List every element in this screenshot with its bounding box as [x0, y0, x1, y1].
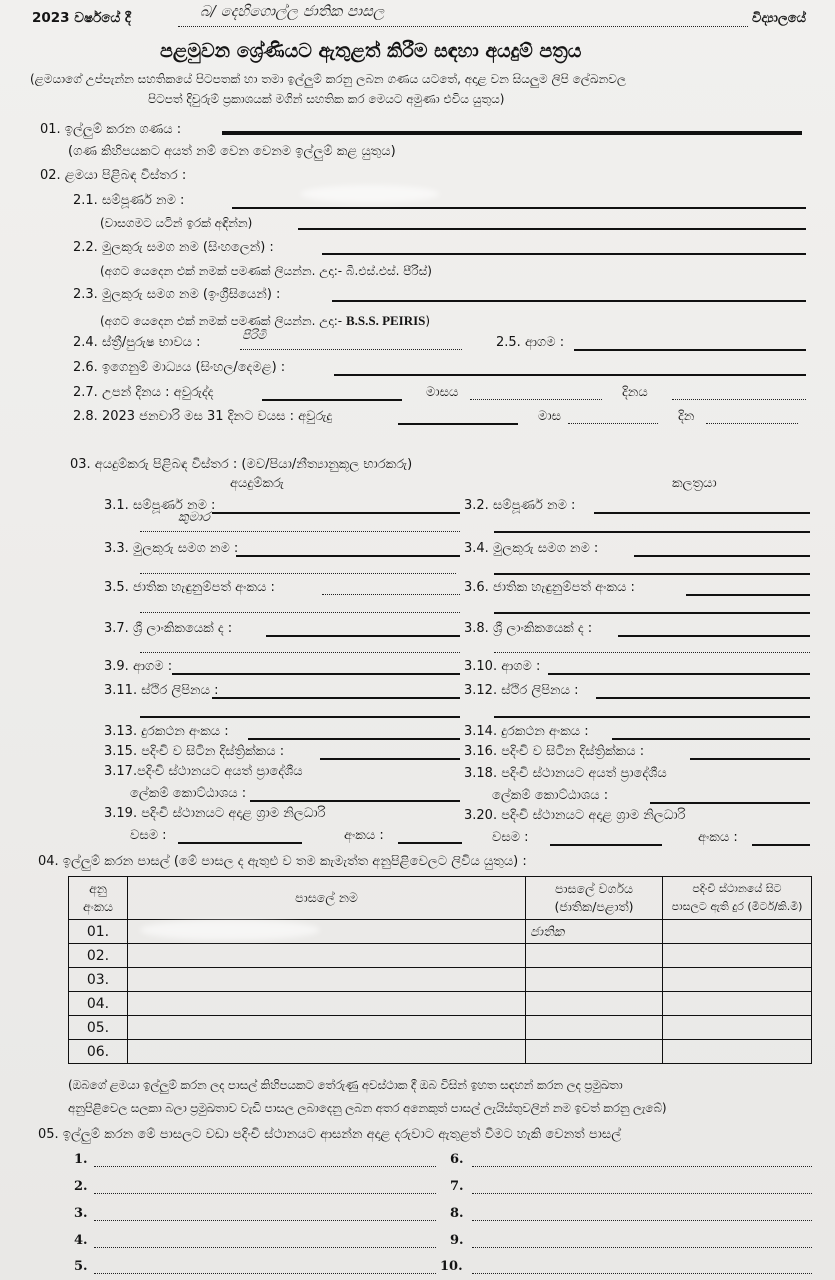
dob-month-label: මාසය — [426, 385, 459, 400]
school-name-cell[interactable] — [128, 968, 526, 992]
school-name-cell[interactable] — [128, 1040, 526, 1064]
full-name-label: 2.1. සම්පූර්ණ නම : — [73, 193, 185, 208]
alt-school-1-input[interactable] — [94, 1166, 436, 1167]
row-number: 05. — [69, 1016, 128, 1040]
school-type-cell[interactable] — [526, 1040, 663, 1064]
row-number: 03. — [69, 968, 128, 992]
alt-school-2-input[interactable] — [94, 1193, 436, 1194]
spouse-gn-division-input[interactable] — [550, 844, 662, 846]
spouse-nic-label: 3.6. ජාතික හැඳුනුම්පත් අංකය : — [464, 580, 635, 595]
alt-school-2-label: 2. — [74, 1179, 88, 1194]
school-type-cell[interactable] — [526, 920, 663, 944]
instruction-line-2: පිටපත් දිවුරුම් ප්‍රකාශයක් මගින් සහතික කර මෙයට අමුණා එවිය යුතුය) — [148, 92, 505, 106]
dob-year-input[interactable] — [262, 399, 402, 401]
table-row — [69, 968, 812, 992]
spouse-address-label: 3.12. ස්ථිර ලිපිනය : — [464, 683, 579, 698]
spouse-religion-input[interactable] — [548, 673, 810, 675]
spouse-district-input[interactable] — [690, 758, 810, 760]
spouse-srilankan-input[interactable] — [618, 635, 810, 637]
initials-en-note-text: (අගට යෙදෙන එක් නමක් පමණක් ලියන්න. උදා:- — [100, 314, 346, 328]
applicant-phone-input[interactable] — [248, 738, 460, 740]
spouse-initials-input[interactable] — [634, 555, 810, 557]
dob-day-label: දිනය — [622, 385, 648, 400]
applicant-district-input[interactable] — [320, 758, 460, 760]
alt-school-9-label: 9. — [450, 1233, 464, 1248]
applicant-initials-input[interactable] — [236, 555, 460, 557]
school-name-cell[interactable] — [128, 1016, 526, 1040]
section4-heading: 04. ඉල්ලුම් කරන පාසල් (මේ පාසල ද ඇතුළු ව තම කැමැත්ත අනුපිළිවෙලට ලිවිය යුතුය) : — [38, 854, 527, 869]
dob-month-input[interactable] — [470, 399, 602, 400]
school-name-cell[interactable] — [128, 992, 526, 1016]
applicant-initials-label: 3.3. මුලකුරු සමග නම : — [104, 541, 239, 556]
school-suffix: විද්‍යාලයේ — [752, 11, 806, 26]
applicant-gn-division-input[interactable] — [178, 842, 302, 844]
spouse-column-title: කලත්‍රයා — [672, 476, 717, 491]
school-type-cell[interactable] — [526, 968, 663, 992]
applicant-address-label: 3.11. ස්ථිර ලිපිනය : — [104, 683, 219, 698]
row-number: 01. — [69, 920, 128, 944]
redaction-smudge — [140, 920, 320, 940]
applicant-phone-label: 3.13. දුරකථන අංකය : — [104, 724, 229, 739]
applicant-srilankan-label: 3.7. ශ්‍රී ලාංකිකයෙක් ද : — [104, 621, 233, 636]
applicant-initials-input-line2[interactable] — [140, 573, 456, 574]
applicant-srilankan-input[interactable] — [266, 635, 460, 637]
section1-note: (ගණ කිහිපයකට අයත් නම් වෙන වෙනම ඉල්ලුම් කළ යුතුය) — [68, 144, 396, 159]
full-name-input[interactable] — [232, 207, 806, 209]
applicant-full-name-label: 3.1. සම්පූර්ණ නම : — [104, 498, 216, 513]
initials-en-label: 2.3. මුලකුරු සමග නම (ඉංග්‍රීසියෙන්) : — [73, 287, 281, 302]
school-type-cell[interactable] — [526, 1016, 663, 1040]
applicant-gn-number-input[interactable] — [398, 842, 462, 844]
alt-school-3-label: 3. — [74, 1206, 88, 1221]
alt-school-4-label: 4. — [74, 1233, 88, 1248]
spouse-address-input-line2[interactable] — [494, 716, 810, 718]
dob-day-input[interactable] — [672, 399, 806, 400]
gender-label: 2.4. ස්ත්‍රී/පුරුෂ භාවය : — [73, 335, 201, 350]
instruction-line-1: (ළමයාගේ උප්පැන්න සහතිකයේ පිටපතක් හා තමා ඉල්ලුම් කරනු ලබන ගණය යටතේ, අදාළ වන සියලුම ලිපි ලේඛනවල — [30, 72, 627, 86]
medium-label: 2.6. ඉගෙනුම් මාධ්‍යය (සිංහල/දෙමළ) : — [73, 360, 286, 375]
religion-label: 2.5. ආගම : — [496, 335, 565, 350]
redaction-smudge — [300, 185, 440, 203]
applicant-full-name-input[interactable] — [212, 512, 460, 514]
applicant-ds-division-label: 3.17.පදිංචි ස්ථානයට අයත් ප්‍රාදේශීය — [104, 764, 303, 779]
alt-school-10-label: 10. — [440, 1259, 463, 1274]
initials-en-input[interactable] — [332, 300, 806, 302]
col-serial-header — [69, 877, 128, 920]
table-row — [69, 944, 812, 968]
spouse-gn-label: 3.20. පදිංචි ස්ථානයට අදාළ ග්‍රාම නිලධාරි — [464, 808, 686, 823]
distance-cell[interactable] — [663, 1016, 812, 1040]
row-number: 06. — [69, 1040, 128, 1064]
applicant-religion-input[interactable] — [172, 673, 460, 675]
medium-input[interactable] — [334, 374, 806, 376]
spouse-initials-label: 3.4. මුලකුරු සමග නම : — [464, 541, 599, 556]
section5-heading: 05. ඉල්ලුම් කරන මේ පාසලට වඩා පදිංචි ස්ථානයට ආසන්න අදාළ දරුවාට ඇතුළත් වීමට හැකි වෙනත් පාසල් — [38, 1127, 622, 1142]
initials-en-example: B.S.S. PEIRIS — [345, 313, 426, 328]
applicant-district-label: 3.15. පදිංචි ව සිටින දිස්ත්‍රික්කය : — [104, 744, 285, 759]
spouse-srilankan-input-line2[interactable] — [494, 652, 810, 653]
applicant-address-input[interactable] — [212, 697, 460, 699]
alt-school-7-input[interactable] — [472, 1193, 812, 1194]
distance-cell[interactable] — [663, 992, 812, 1016]
spouse-full-name-input-line2[interactable] — [494, 531, 810, 533]
col-distance-line1: පදිංචි ස්ථානයේ සිට — [692, 882, 782, 895]
initials-si-note: (අගට යෙදෙන එක් නමක් පමණක් ලියන්න. උදා:- බී.එස්.එස්. පීරිස්) — [100, 264, 432, 278]
spouse-ds-division-label: 3.18. පදිංචි ස්ථානයට අයත් ප්‍රාදේශීය — [464, 766, 667, 781]
age-day-label: දින — [678, 409, 695, 424]
spouse-nic-input-line2[interactable] — [494, 612, 810, 614]
age-label: 2.8. 2023 ජනවාරි මස 31 දිනට වයස : අවුරුදු — [73, 409, 333, 424]
spouse-ds-division-input[interactable] — [650, 802, 810, 804]
applicant-gn-division-label: වසම : — [130, 828, 167, 843]
applicant-column-title: අයදුම්කරු — [230, 476, 284, 491]
spouse-full-name-label: 3.2. සම්පූර්ණ නම : — [464, 498, 576, 513]
section4-note-line2: අනුපිළිවෙල සලකා බලා ප්‍රමුඛතාව වැඩි පාසල ලබාදෙනු ලබන අතර අනෙකුත් පාසල් ලැයිස්තුවලින් නම ඉවත් කරනු ලැබේ) — [68, 1101, 667, 1115]
alt-school-9-input[interactable] — [472, 1247, 812, 1248]
applicant-nic-input[interactable] — [322, 594, 460, 595]
alt-school-4-input[interactable] — [94, 1247, 436, 1248]
applicant-srilankan-input-line2[interactable] — [140, 652, 460, 653]
col-serial-line2: අංකය — [82, 899, 113, 914]
schools-table-header — [69, 877, 812, 920]
school-name-handwritten: බ/ දෙහිගොල්ල ජාතික පාසල — [200, 2, 385, 20]
spouse-gn-division-label: වසම : — [492, 830, 529, 845]
applicant-nic-input-line2[interactable] — [140, 612, 460, 613]
col-type-line2: (ජාතික/පළාත්) — [554, 899, 634, 914]
full-name-input-line2[interactable] — [298, 228, 806, 230]
year-prefix: 2023 වර්ෂයේ දී — [32, 10, 131, 26]
section1-label: 01. ඉල්ලුම් කරන ගණය : — [40, 122, 182, 137]
applicant-ds-division-input[interactable] — [250, 800, 460, 802]
initials-si-label: 2.2. මුලකුරු සමග නම (සිංහලෙන්) : — [73, 240, 274, 255]
spouse-district-label: 3.16. පදිංචි ව සිටින දිස්ත්‍රික්කය : — [464, 744, 645, 759]
religion-input[interactable] — [574, 349, 806, 351]
schools-table — [68, 876, 812, 1064]
col-serial-line1: අනු — [89, 881, 107, 896]
dob-label: 2.7. උපන් දිනය : අවුරුද්ද — [73, 385, 214, 400]
spouse-phone-input[interactable] — [612, 738, 810, 740]
age-days-input[interactable] — [706, 423, 798, 424]
alt-school-5-input[interactable] — [94, 1273, 436, 1274]
applicant-nic-label: 3.5. ජාතික හැඳුනුම්පත් අංකය : — [104, 580, 275, 595]
distance-cell[interactable] — [663, 1040, 812, 1064]
applicant-name-handwritten: කුමාර — [178, 510, 211, 525]
school-type-cell[interactable] — [526, 992, 663, 1016]
alt-school-3-input[interactable] — [94, 1220, 436, 1221]
spouse-initials-input-line2[interactable] — [494, 573, 810, 575]
spouse-ds-division-label2: ලේකම් කොට්ඨාශය : — [492, 788, 609, 803]
distance-cell[interactable] — [663, 920, 812, 944]
gender-input[interactable] — [240, 349, 462, 350]
col-distance-line2: පාසලට ඇති දුර (මීටර්/කි.මී) — [671, 900, 803, 913]
form-title: පළමුවන ශ්‍රේණියට ඇතුළත් කිරීම සඳහා අයදුම් පත්‍රය — [160, 40, 582, 62]
section2-heading: 02. ළමයා පිළිබඳ විස්තර : — [40, 168, 187, 183]
section3-heading: 03. අයදුම්කරු පිළිබඳ විස්තර : (මව/පියා/නීත්‍යානුකූල භාරකරු) — [70, 457, 413, 472]
col-school-type-header — [526, 877, 663, 920]
alt-school-1-label: 1. — [74, 1152, 88, 1167]
school-type-cell[interactable] — [526, 944, 663, 968]
age-years-input[interactable] — [398, 423, 518, 425]
distance-cell[interactable] — [663, 944, 812, 968]
alt-school-8-label: 8. — [450, 1206, 464, 1221]
spouse-gn-number-input[interactable] — [752, 844, 810, 846]
col-type-line1: පාසලේ වර්ගය — [554, 881, 634, 896]
distance-cell[interactable] — [663, 968, 812, 992]
col-distance-header — [663, 877, 812, 920]
spouse-full-name-input[interactable] — [594, 512, 810, 514]
spouse-srilankan-label: 3.8. ශ්‍රී ලාංකිකයෙක් ද : — [464, 621, 593, 636]
alt-school-10-input[interactable] — [472, 1273, 812, 1274]
section4-note-line1: (ඔබගේ ළමයා ඉල්ලුම් කරන ලද පාසල් කිහිපයකට තේරුණු අවස්ථාක දී ඔබ විසින් ඉහත සඳහන් කරන ලද ප්‍රමුඛතා — [68, 1078, 623, 1092]
spouse-address-input[interactable] — [596, 697, 810, 699]
alt-school-8-input[interactable] — [472, 1220, 812, 1221]
alt-school-6-input[interactable] — [472, 1166, 812, 1167]
initials-en-note-close: ) — [425, 314, 431, 328]
row-number: 02. — [69, 944, 128, 968]
surname-note: (වාසගමට යටින් ඉරක් අඳින්න) — [100, 216, 253, 230]
col-school-name-header: පාසලේ නම — [128, 877, 526, 920]
spouse-phone-label: 3.14. දුරකථන අංකය : — [464, 724, 589, 739]
spouse-religion-label: 3.10. ආගම : — [464, 659, 541, 674]
age-months-input[interactable] — [568, 423, 658, 424]
alt-school-6-label: 6. — [450, 1152, 464, 1167]
table-row — [69, 992, 812, 1016]
age-month-label: මාස — [538, 409, 561, 424]
applicant-ds-division-label2: ලේකම් කොට්ඨාශය : — [130, 786, 247, 801]
initials-si-input[interactable] — [322, 253, 806, 255]
school-type-handwritten: ජාතික — [530, 924, 565, 940]
applicant-full-name-input-line2[interactable] — [140, 531, 460, 532]
row-number: 04. — [69, 992, 128, 1016]
spouse-gn-number-label: අංකය : — [698, 830, 738, 845]
initials-en-note — [100, 313, 430, 329]
alt-school-7-label: 7. — [450, 1179, 464, 1194]
alt-school-5-label: 5. — [74, 1259, 88, 1274]
applicant-religion-label: 3.9. ආගම : — [104, 659, 173, 674]
school-name-line[interactable] — [178, 26, 748, 27]
table-row — [69, 1016, 812, 1040]
section1-category-input[interactable] — [222, 131, 802, 135]
gender-value: පිරිමි — [242, 328, 267, 342]
school-name-cell[interactable] — [128, 944, 526, 968]
spouse-nic-input[interactable] — [686, 594, 810, 596]
table-row — [69, 1040, 812, 1064]
applicant-address-input-line2[interactable] — [140, 716, 460, 718]
applicant-gn-number-label: අංකය : — [344, 828, 384, 843]
applicant-gn-label: 3.19. පදිංචි ස්ථානයට අදාළ ග්‍රාම නිලධාරි — [104, 806, 326, 821]
